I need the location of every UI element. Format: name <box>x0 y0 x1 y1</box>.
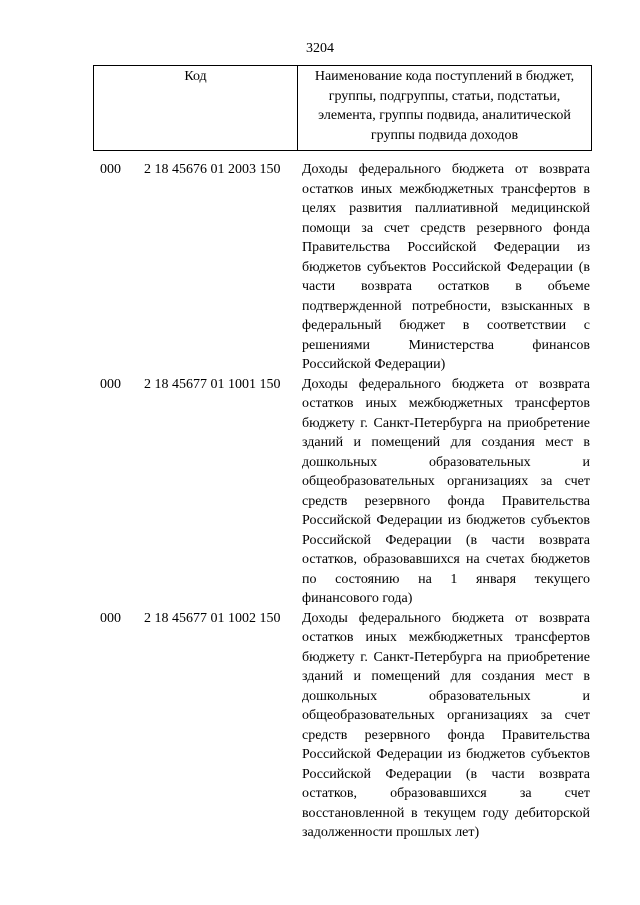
table-body <box>100 160 600 843</box>
page-number: 3204 <box>306 41 334 56</box>
description-cell: Доходы федерального бюджета от возврата остатков иных межбюджетных трансфертов бюджету г. Санкт-Петербурга на приобретение зданий и помещений для создания мест в дошкольных образовательных и общеобразовательных организациях за счет средств резервного фонда Правительства Российской Федерации из бюджетов субъектов Российской Федерации (в части возврата остатков, образовавшихся на счетах бюджетов по состоянию на 1 января текущего финансового года) <box>302 376 590 606</box>
description-cell: Доходы федерального бюджета от возврата остатков иных межбюджетных трансфертов бюджету г. Санкт-Петербурга на приобретение зданий и помещений для создания мест в дошкольных образовательных и общеобразовательных организациях за счет средств резервного фонда Правительства Российской Федерации из бюджетов субъектов Российской Федерации (в части возврата остатков, образовавшихся за счет восстановленной в текущем году дебиторской задолженности прошлых лет) <box>302 610 590 840</box>
revenue-code-cell: 2 18 45677 01 1001 150 <box>144 376 281 392</box>
table-row <box>100 160 600 375</box>
revenue-code-cell: 2 18 45677 01 1002 150 <box>144 610 281 626</box>
admin-code-cell: 000 <box>100 610 121 626</box>
description-cell: Доходы федерального бюджета от возврата остатков иных межбюджетных трансфертов в целях развития паллиативной медицинской помощи за счет средств резервного фонда Правительства Российской Федерации из бюджетов субъектов Российской Федерации (в части возврата остатков в объеме подтвержденной потребности, взысканных в федеральный бюджет в соответствии с решениями Министерства финансов Российской Федерации) <box>302 162 590 372</box>
admin-code-cell: 000 <box>100 162 121 177</box>
header-name-column: Наименование кода поступлений в бюджет, группы, подгруппы, статьи, подстатьи, элемента, группы подвида, аналитической группы подвида доходов <box>314 69 575 143</box>
admin-code-cell: 000 <box>100 376 121 392</box>
table-row <box>100 375 600 609</box>
table-row <box>100 609 600 843</box>
header-code-column: Код <box>94 66 298 150</box>
table-header <box>93 65 592 151</box>
revenue-code-cell: 2 18 45676 01 2003 150 <box>144 162 281 177</box>
